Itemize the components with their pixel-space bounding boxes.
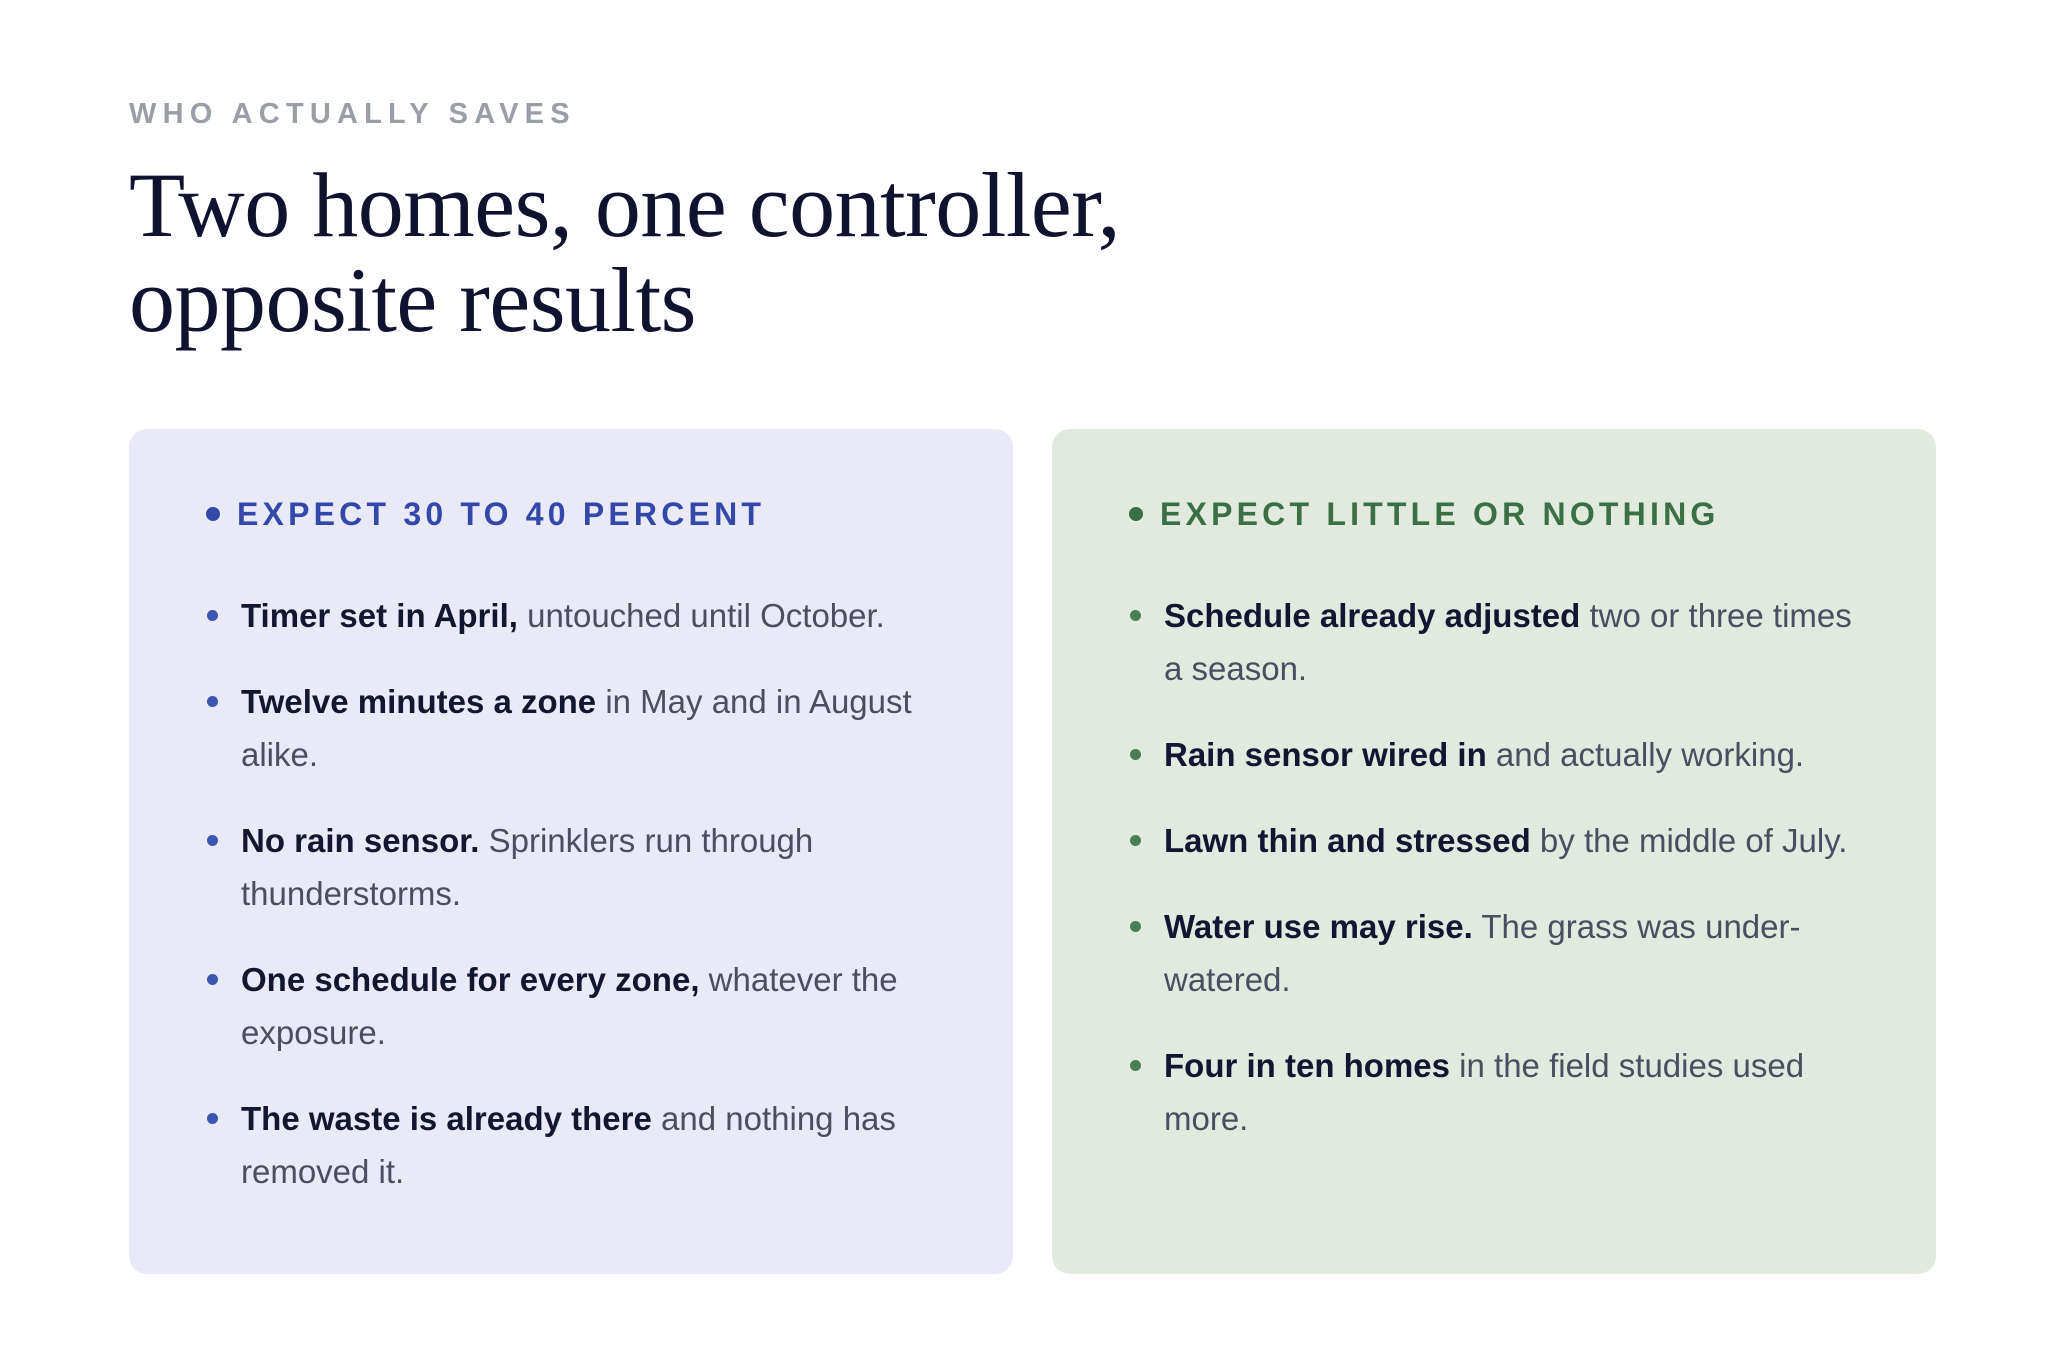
bullet-icon — [207, 835, 218, 846]
bullet-icon — [207, 696, 218, 707]
list-item — [206, 675, 946, 781]
no-savings-card-header — [1129, 494, 1719, 534]
list-item — [1129, 900, 1869, 1006]
item-bold-text: One schedule for every zone, — [241, 961, 700, 998]
bullet-icon — [207, 610, 218, 621]
item-bold-text: Schedule already adjusted — [1164, 597, 1581, 634]
no-savings-card — [1052, 429, 1936, 1274]
bullet-icon — [1130, 835, 1141, 846]
item-text: in May and in August alike. — [241, 683, 912, 773]
savings-card-heading: EXPECT 30 TO 40 PERCENT — [237, 496, 766, 532]
eyebrow-label: WHO ACTUALLY SAVES — [129, 98, 576, 130]
item-text: whatever the exposure. — [241, 961, 898, 1051]
no-savings-list — [1129, 589, 1869, 1178]
item-text: untouched until October. — [517, 597, 885, 634]
item-text: two or three times a season. — [1164, 597, 1852, 687]
list-item — [206, 814, 946, 920]
bullet-icon — [1130, 749, 1141, 760]
item-text: by the middle of July. — [1530, 822, 1848, 859]
bullet-icon — [1130, 1060, 1141, 1071]
list-item — [1129, 1039, 1869, 1145]
bullet-icon — [1130, 921, 1141, 932]
item-bold-text: Rain sensor wired in — [1164, 736, 1487, 773]
item-bold-text: Lawn thin and stressed — [1164, 822, 1531, 859]
item-text: and nothing has removed it. — [241, 1100, 896, 1190]
list-item — [206, 589, 946, 642]
page-title-line-2: opposite results — [129, 249, 696, 351]
list-item — [1129, 589, 1869, 695]
item-text: Sprinklers run through thunderstorms. — [241, 822, 814, 912]
item-text: in the field studies used more. — [1164, 1047, 1805, 1137]
item-bold-text: The waste is already there — [241, 1100, 652, 1137]
item-text: and actually working. — [1486, 736, 1805, 773]
item-bold-text: Timer set in April, — [241, 597, 518, 634]
list-item — [206, 953, 946, 1059]
item-bold-text: Twelve minutes a zone — [241, 683, 597, 720]
savings-list — [206, 589, 946, 1231]
page-title-line-1: Two homes, one controller, — [129, 154, 1121, 256]
bullet-icon — [207, 974, 218, 985]
no-savings-card-heading: EXPECT LITTLE OR NOTHING — [1160, 496, 1720, 532]
bullet-icon — [207, 1113, 218, 1124]
list-item — [1129, 814, 1869, 867]
savings-card-header — [206, 494, 765, 534]
item-bold-text: No rain sensor. — [241, 822, 480, 859]
savings-card — [129, 429, 1013, 1274]
list-item — [1129, 728, 1869, 781]
list-item — [206, 1092, 946, 1198]
bullet-icon — [1130, 610, 1141, 621]
item-bold-text: Water use may rise. — [1164, 908, 1473, 945]
item-text: The grass was under-watered. — [1164, 908, 1801, 998]
item-bold-text: Four in ten homes — [1164, 1047, 1451, 1084]
heading-dot-icon — [1129, 507, 1143, 521]
heading-dot-icon — [206, 507, 220, 521]
page-title — [129, 154, 1121, 351]
